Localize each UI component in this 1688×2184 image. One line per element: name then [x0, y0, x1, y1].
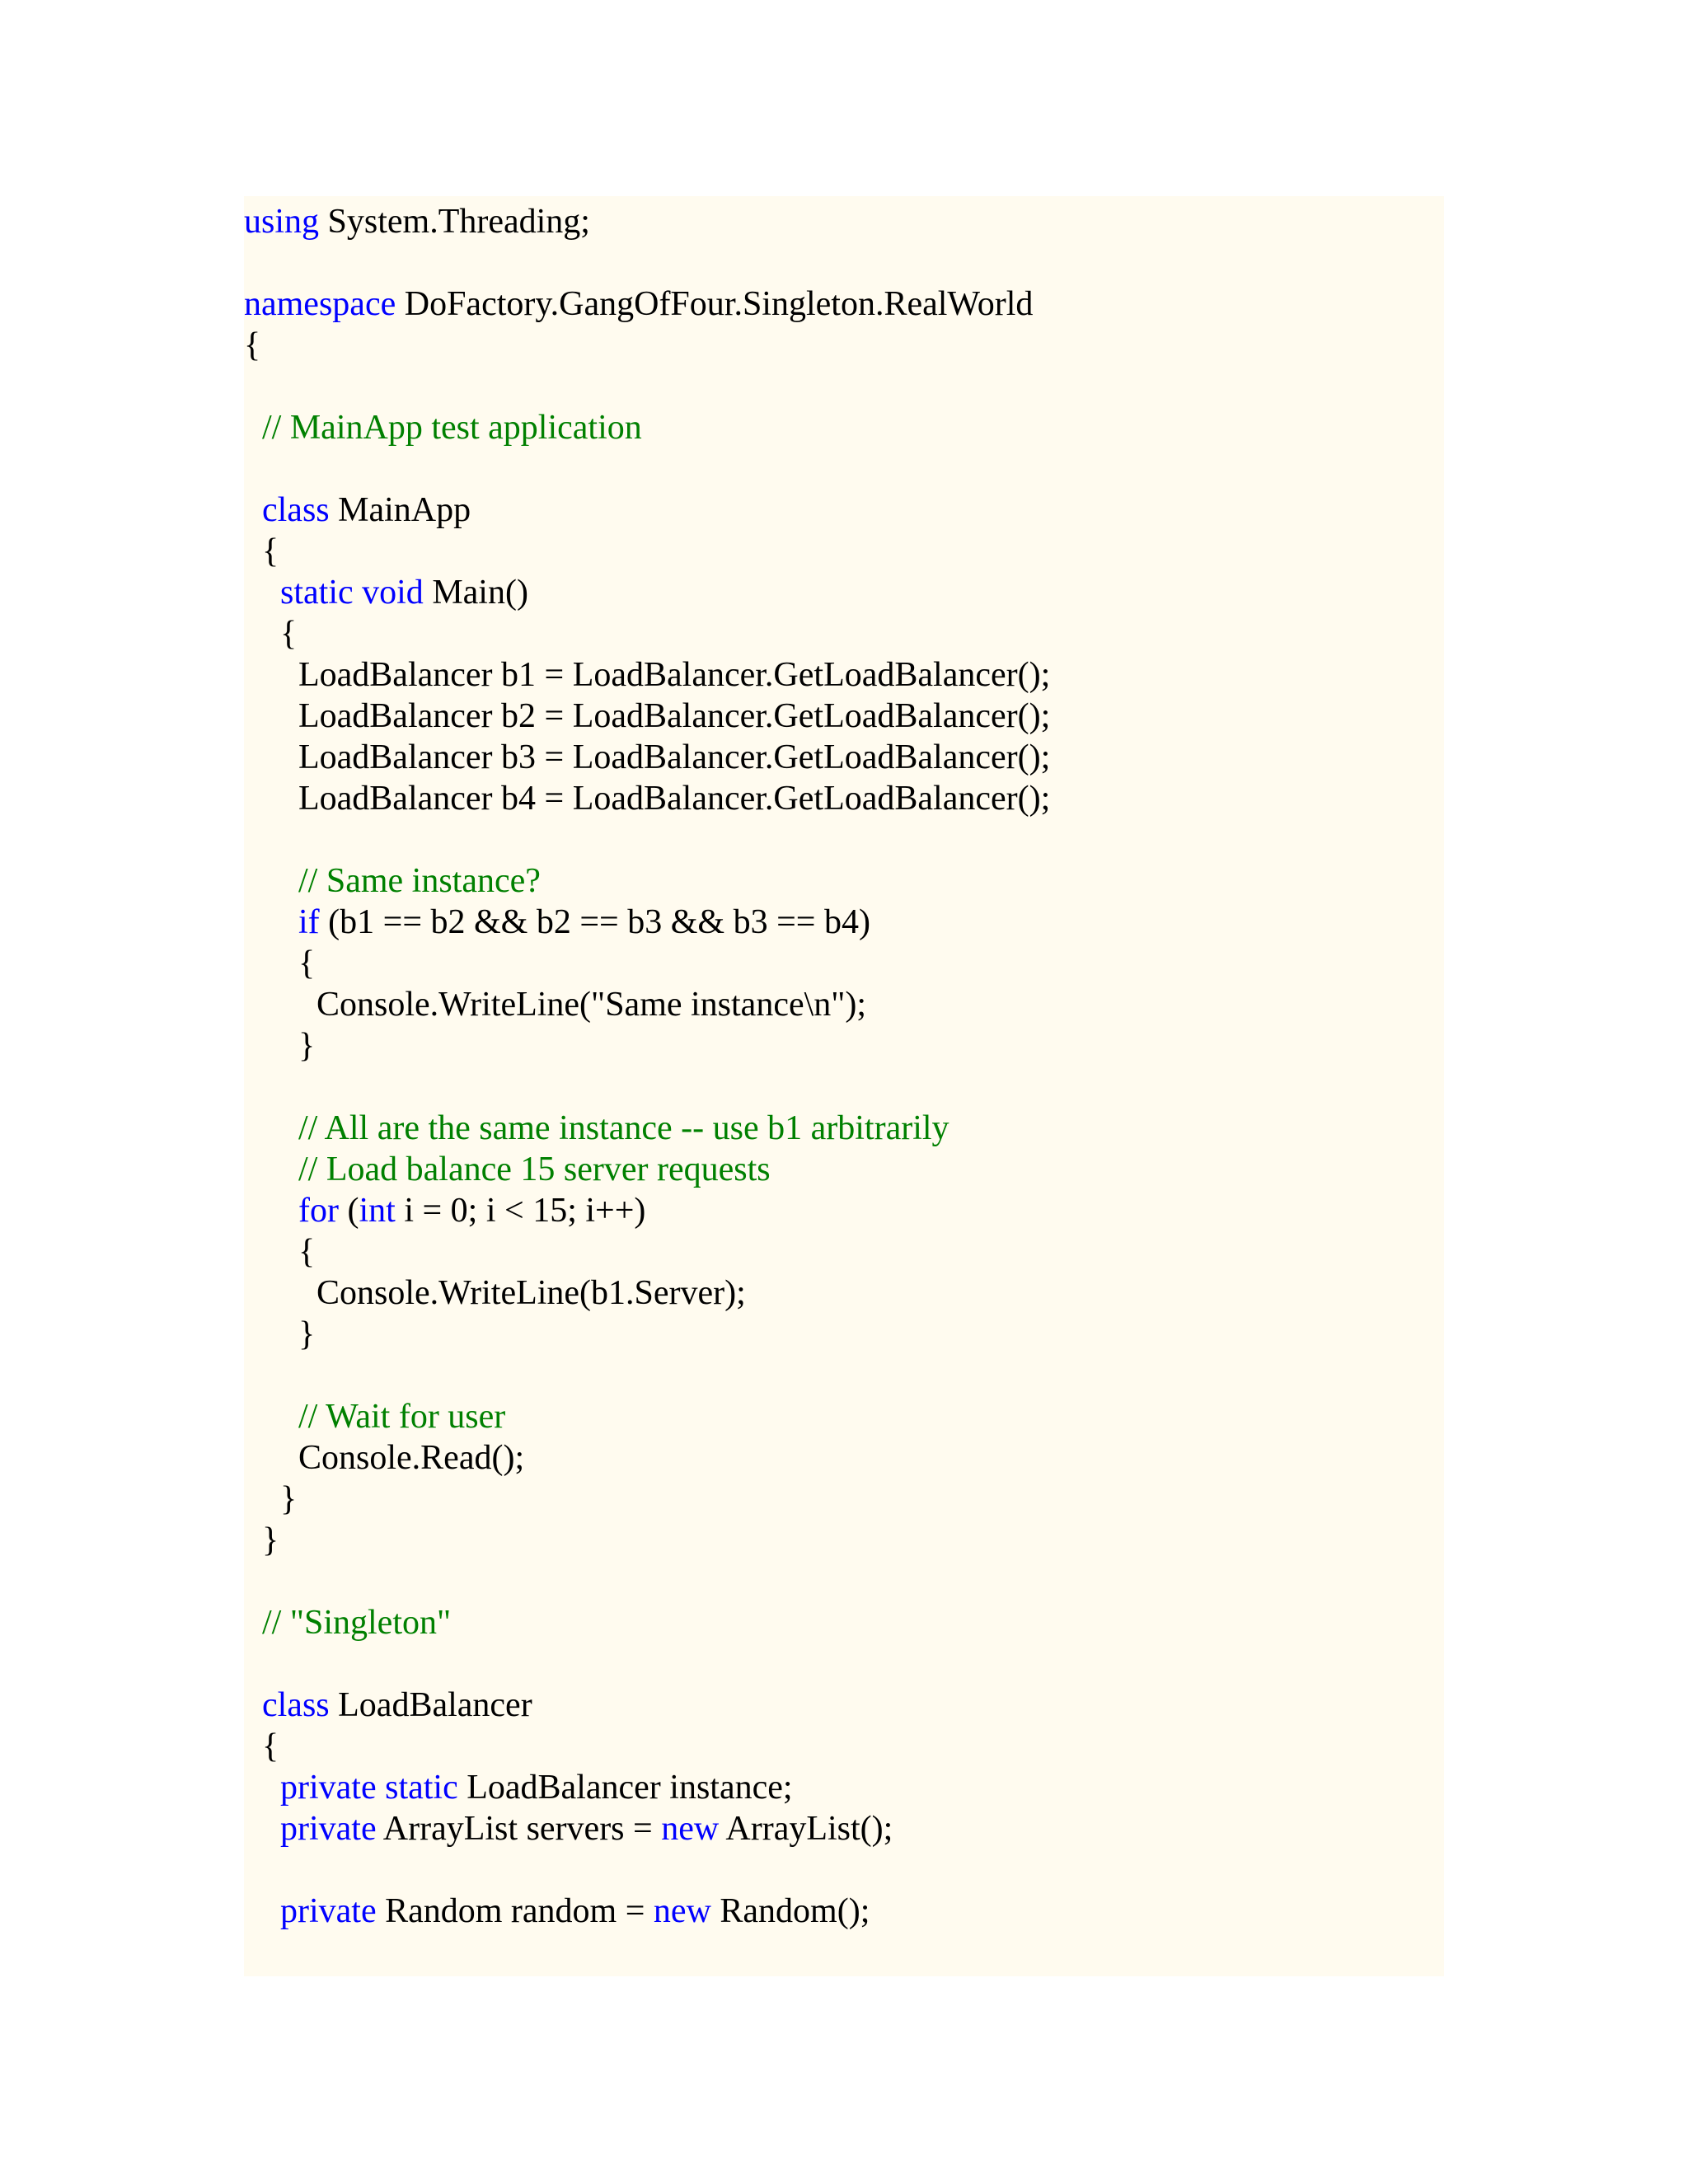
code-text-token: LoadBalancer b2 = LoadBalancer.GetLoadBalancer();	[298, 697, 1051, 735]
code-text-token: LoadBalancer b3 = LoadBalancer.GetLoadBalancer();	[298, 738, 1051, 776]
code-text-token: {	[280, 615, 298, 653]
code-line	[298, 1437, 524, 1479]
keyword-token: if	[298, 903, 320, 941]
code-line	[298, 943, 315, 984]
code-text-token	[354, 574, 363, 612]
keyword-token: class	[262, 491, 330, 529]
code-line	[298, 1314, 315, 1355]
code-text-token: (	[338, 1192, 359, 1230]
comment-token: // Wait for user	[298, 1398, 506, 1436]
keyword-token: private	[280, 1810, 377, 1848]
keyword-token: int	[359, 1192, 396, 1230]
code-line	[298, 1149, 771, 1190]
code-line	[244, 325, 260, 366]
comment-token: // MainApp test application	[262, 409, 642, 447]
code-text-token: ArrayList servers =	[376, 1810, 662, 1848]
code-line	[280, 1767, 793, 1808]
code-text-token	[377, 1769, 386, 1807]
code-line	[262, 1685, 532, 1726]
code-line	[244, 201, 590, 242]
code-text-token: i = 0; i < 15; i++)	[395, 1192, 646, 1230]
code-text-token: }	[298, 1315, 316, 1353]
keyword-token: static	[280, 574, 354, 612]
code-text-token: ArrayList();	[719, 1810, 893, 1848]
code-line	[298, 1396, 505, 1437]
code-line	[316, 984, 866, 1025]
keyword-token: new	[661, 1810, 720, 1848]
code-line	[262, 1726, 279, 1767]
code-text-token: LoadBalancer b4 = LoadBalancer.GetLoadBalancer();	[298, 780, 1051, 818]
code-line	[298, 1108, 950, 1149]
code-text-token: Random random =	[376, 1892, 654, 1930]
code-line	[262, 490, 471, 531]
code-text-token: {	[298, 944, 316, 982]
comment-token: // "Singleton"	[262, 1604, 452, 1642]
keyword-token: new	[653, 1892, 711, 1930]
code-line	[280, 613, 297, 654]
code-block	[244, 196, 1444, 1976]
code-text-token: DoFactory.GangOfFour.Singleton.RealWorld	[396, 285, 1034, 323]
code-text-token: System.Threading;	[319, 203, 590, 241]
code-line	[298, 860, 541, 902]
code-line	[262, 531, 279, 572]
keyword-token: class	[262, 1686, 330, 1724]
code-text-token: }	[280, 1480, 298, 1518]
code-text-token: }	[298, 1027, 316, 1065]
code-text-token: {	[298, 1233, 316, 1271]
code-text-token: Main()	[423, 574, 528, 612]
code-line	[298, 696, 1050, 737]
code-line	[262, 407, 642, 448]
code-line	[298, 778, 1050, 819]
code-text-token: LoadBalancer	[329, 1686, 532, 1724]
code-line	[244, 284, 1033, 325]
code-text-token: }	[262, 1521, 279, 1559]
code-line	[280, 1808, 893, 1849]
code-line	[298, 902, 870, 943]
code-text-token: Console.Read();	[298, 1439, 525, 1477]
keyword-token: namespace	[244, 285, 396, 323]
code-text-token: {	[262, 532, 279, 570]
code-line	[298, 1231, 315, 1272]
keyword-token: private	[280, 1769, 377, 1807]
keyword-token: using	[244, 203, 320, 241]
code-line	[280, 572, 528, 613]
code-line	[280, 1891, 870, 1932]
code-line	[316, 1272, 746, 1314]
code-text-token: (b1 == b2 && b2 == b3 && b3 == b4)	[319, 903, 870, 941]
keyword-token: static	[385, 1769, 458, 1807]
code-line	[280, 1479, 297, 1520]
code-line	[298, 737, 1050, 778]
comment-token: // Same instance?	[298, 862, 541, 900]
code-text-token: Console.WriteLine("Same instance\n");	[316, 986, 867, 1024]
code-text-token: Random();	[710, 1892, 870, 1930]
code-text-token: MainApp	[329, 491, 471, 529]
code-text-token: LoadBalancer instance;	[457, 1769, 793, 1807]
code-text-token: {	[244, 326, 261, 364]
code-lines	[244, 196, 1444, 1976]
code-line	[298, 1025, 315, 1066]
code-text-token: LoadBalancer b1 = LoadBalancer.GetLoadBalancer();	[298, 656, 1051, 694]
code-line	[262, 1602, 451, 1643]
code-line	[262, 1520, 279, 1561]
keyword-token: void	[362, 574, 424, 612]
comment-token: // Load balance 15 server requests	[298, 1151, 771, 1188]
comment-token: // All are the same instance -- use b1 arbitrarily	[298, 1109, 950, 1147]
keyword-token: private	[280, 1892, 377, 1930]
keyword-token: for	[298, 1192, 339, 1230]
code-line	[298, 654, 1050, 696]
code-text-token: {	[262, 1727, 279, 1765]
code-line	[298, 1190, 645, 1231]
code-text-token: Console.WriteLine(b1.Server);	[316, 1274, 746, 1312]
